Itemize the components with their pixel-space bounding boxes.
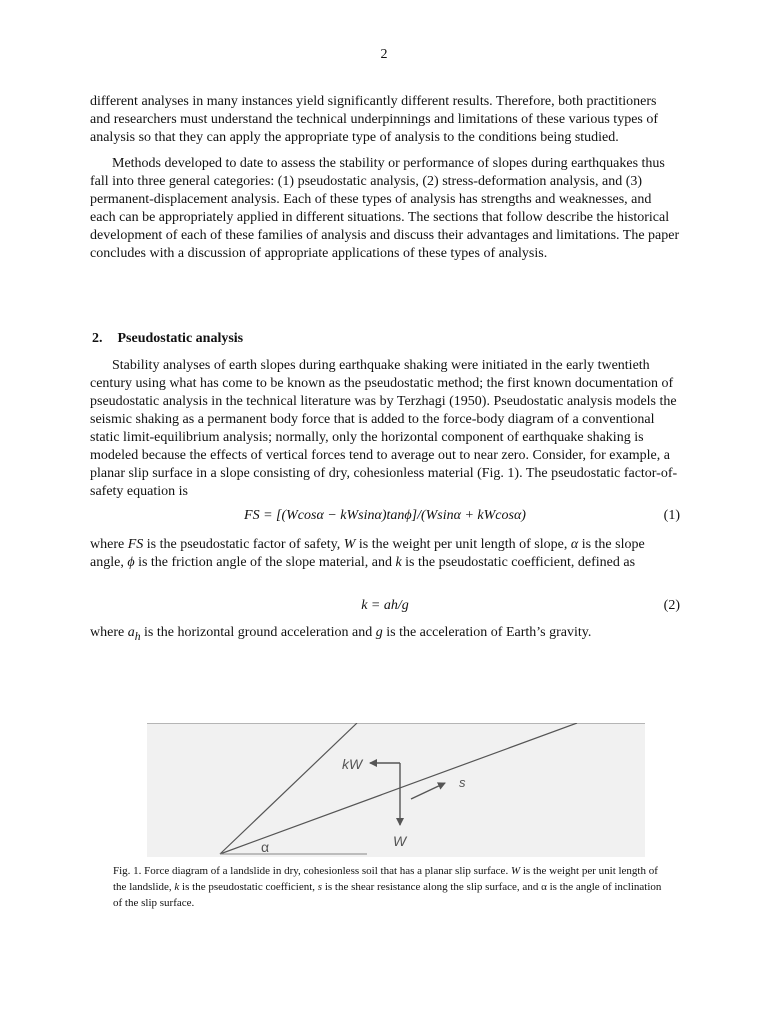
equation-2-number: (2)	[663, 598, 680, 613]
text-run: is the friction angle of the slope material, and	[134, 555, 396, 570]
equation-1-number: (1)	[663, 508, 680, 523]
var-w: W	[343, 537, 356, 552]
text-run: is the pseudostatic coefficient, defined as	[401, 555, 636, 570]
var-fs: FS	[127, 537, 144, 552]
intro-text	[90, 93, 680, 263]
equation-1-expression: FS = [(Wcosα − kWsinα)tanϕ]/(Wsinα + kWcosα)	[244, 508, 526, 523]
s-resistance-arrow	[411, 783, 445, 799]
paragraph-2: Methods developed to date to assess the stability or performance of slopes during earthquakes thus fall into three general categories: (1) pseudostatic analysis, (2) stress-deformation analysis, and (3) permanent-displacement analysis. Each of these types of analysis has strengths and weaknesses, and each can be appropriately applied in different situations. The sections that follow describe the historical development of each of these families of analysis and discuss their advantages and limitations. The paper concludes with a discussion of appropriate applications of these types of analysis.	[90, 156, 680, 261]
text-run: is the horizontal ground acceleration and	[140, 625, 376, 640]
section-heading	[92, 331, 243, 347]
var-a: a	[127, 625, 135, 640]
paragraph-1: different analyses in many instances yield significantly different results. Therefore, both practitioners and researchers must understand the technical underpinnings and limitations of these various types of analysis so that they can apply the appropriate type of analysis to the conditions being studied.	[90, 94, 659, 145]
text-run: where	[90, 625, 128, 640]
equation-2	[90, 598, 680, 616]
equation-2-expression: k = ah/g	[361, 598, 409, 613]
section-title: Pseudostatic analysis	[117, 331, 244, 346]
figure-1	[147, 723, 645, 857]
var-k: k	[174, 881, 180, 893]
text-run: Fig. 1. Force diagram of a landslide in dry, cohesionless soil that has a planar slip surface.	[113, 865, 511, 877]
equation-1	[90, 508, 680, 526]
var-w: W	[510, 865, 521, 877]
text-run: is the pseudostatic factor of safety,	[143, 537, 344, 552]
slope-face-line	[220, 723, 357, 854]
section-paragraph: Stability analyses of earth slopes during earthquake shaking were initiated in the early twentieth century using what has come to be known as the pseudostatic method; the first known documentation of pseudostatic analysis in the technical literature was by Terzhagi (1950). Pseudostatic analysis models the seismic shaking as a permanent body force that is added to the force-body diagram of a conventional static limit-equilibrium analysis; normally, only the horizontal component of earthquake shaking is modeled because the effects of vertical forces tend to average out to near zero. Consider, for example, a planar slip surface in a slope consisting of dry, cohesionless material (Fig. 1). The pseudostatic factor-of-safety equation is	[90, 358, 678, 499]
page-number: 2	[380, 47, 388, 62]
text-run: is the shear resistance along the slip surface, and	[322, 881, 542, 893]
var-h-subscript: h	[134, 629, 141, 643]
text-run: where	[90, 537, 128, 552]
w-label: W	[393, 833, 407, 849]
var-g: g	[375, 625, 383, 640]
figure-1-caption	[113, 863, 673, 911]
var-k: k	[395, 555, 402, 570]
text-run: is the slope angle,	[90, 537, 645, 570]
text-run: is the pseudostatic coefficient,	[179, 881, 318, 893]
section-number: 2.	[92, 331, 103, 346]
kw-label: kW	[342, 756, 363, 772]
force-diagram	[147, 723, 645, 857]
text-run: is the angle of inclination of the slip surface.	[113, 881, 662, 909]
s-label: s	[459, 775, 466, 790]
var-phi: ϕ	[127, 555, 135, 570]
equation-2-explanation	[90, 624, 680, 646]
text-run: is the acceleration of Earth’s gravity.	[382, 625, 592, 640]
var-alpha: α	[570, 537, 579, 552]
text-run: is the weight per unit length of slope,	[355, 537, 571, 552]
var-s: s	[317, 881, 323, 893]
alpha-label: α	[261, 839, 270, 855]
var-alpha: α	[541, 881, 547, 893]
equation-1-explanation	[90, 536, 680, 572]
text-run: is the weight per unit length of the landslide,	[113, 865, 658, 893]
